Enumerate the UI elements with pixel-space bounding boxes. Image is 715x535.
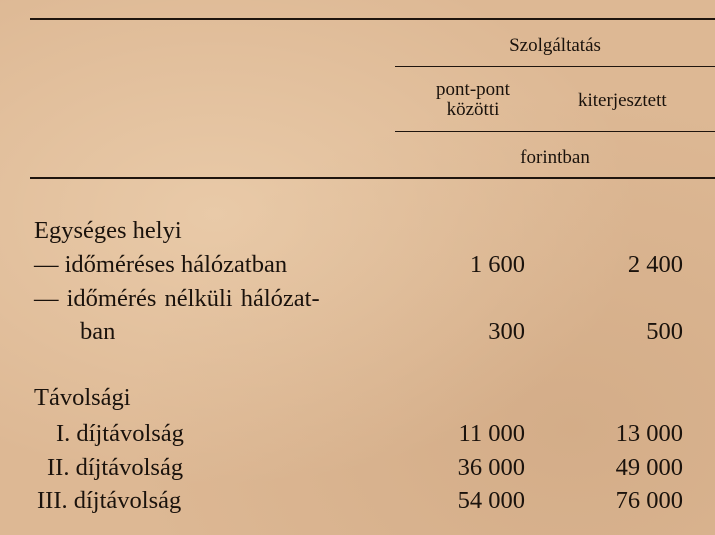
header-service: Szolgáltatás (509, 35, 601, 56)
cell-extended: 13 000 (615, 420, 683, 447)
table-row (0, 248, 715, 282)
unit-rule (395, 131, 715, 132)
table-row (0, 282, 715, 316)
section-title: Egységes helyi (34, 217, 182, 244)
section-title-long-distance (0, 381, 715, 415)
header-point-to-point-line2: közötti (446, 99, 500, 120)
cell-extended: 76 000 (615, 487, 683, 514)
cell-point-to-point: 300 (488, 318, 525, 345)
cell-extended: 2 400 (627, 251, 683, 278)
cell-point-to-point: 54 000 (457, 487, 525, 514)
header-unit: forintban (520, 147, 590, 168)
cell-point-to-point: 11 000 (458, 420, 525, 447)
row-label: — időmérés nélküli hálózat- (34, 285, 320, 312)
table-row (0, 451, 715, 485)
section-title-local (0, 214, 715, 248)
row-label: — időméréses hálózatban (34, 251, 288, 278)
top-rule (30, 18, 715, 20)
row-label: II. díjtávolság (47, 454, 184, 481)
header-extended: kiterjesztett (578, 90, 667, 111)
header-point-to-point-line1: pont-pont (436, 79, 510, 100)
row-label: III. díjtávolság (37, 487, 182, 514)
row-label: ban (80, 318, 116, 345)
cell-extended: 500 (646, 318, 683, 345)
service-rule (395, 66, 715, 67)
table-row (0, 315, 715, 349)
table-row (0, 417, 715, 451)
table-row (0, 484, 715, 518)
cell-extended: 49 000 (615, 454, 683, 481)
row-label: I. díjtávolság (56, 420, 184, 447)
section-title: Távolsági (34, 384, 131, 411)
cell-point-to-point: 36 000 (457, 454, 525, 481)
header-bottom-rule (30, 177, 715, 179)
cell-point-to-point: 1 600 (469, 251, 525, 278)
